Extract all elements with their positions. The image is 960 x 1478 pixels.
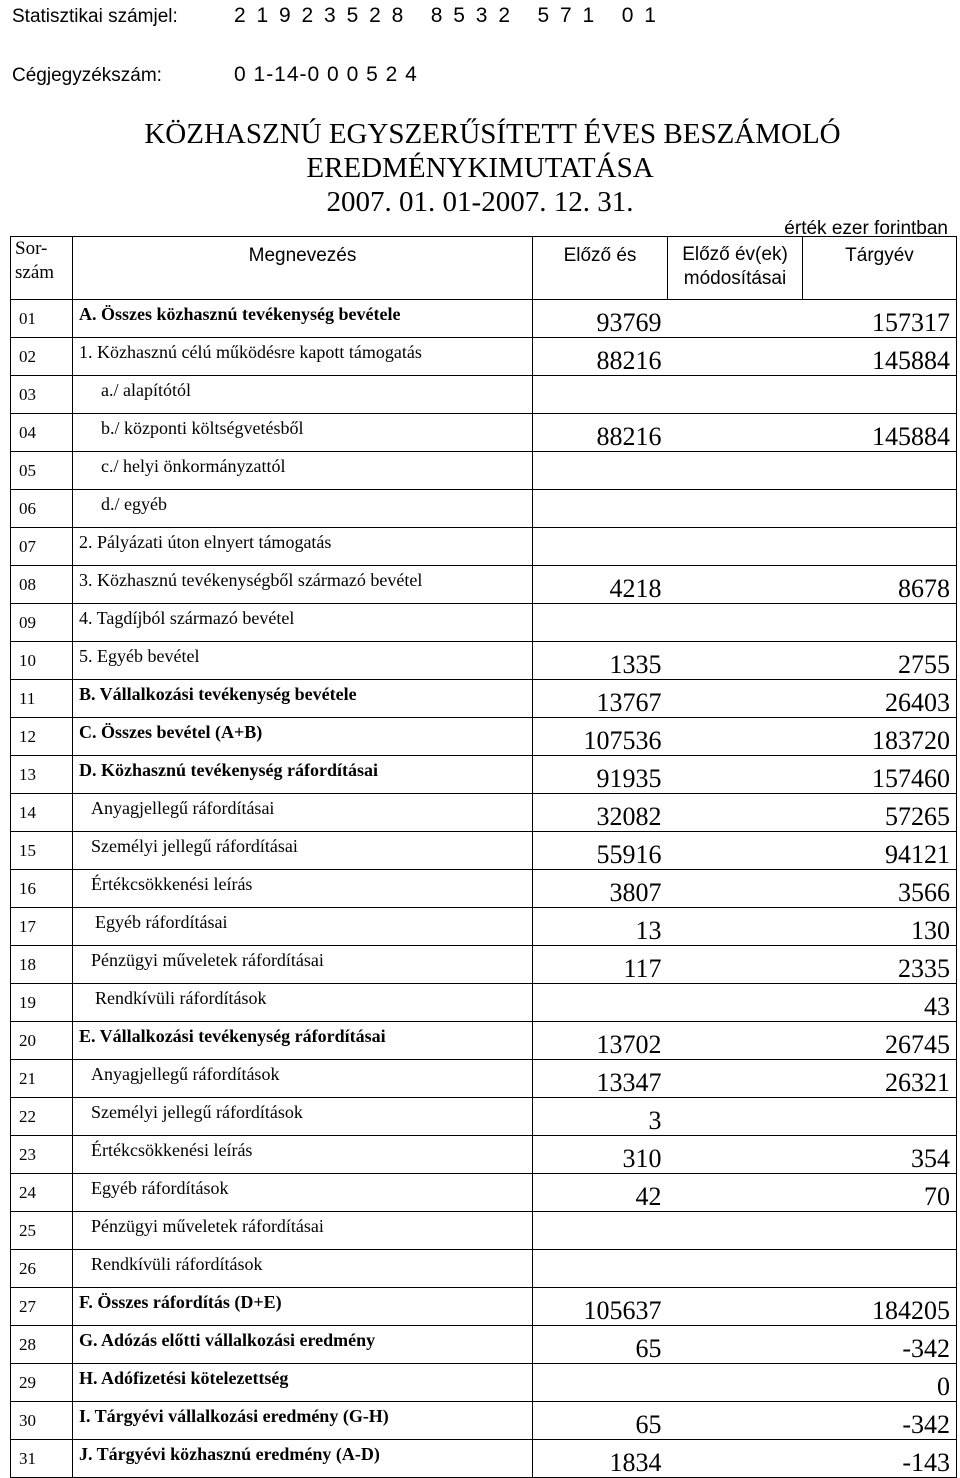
row-name: C. Összes bevétel (A+B) bbox=[73, 718, 533, 756]
current-year-value bbox=[803, 490, 957, 528]
row-name: Rendkívüli ráfordítások bbox=[73, 1250, 533, 1288]
current-year-value: 26745 bbox=[803, 1022, 957, 1060]
modification-value bbox=[668, 300, 803, 338]
previous-year-value: 117 bbox=[533, 946, 668, 984]
previous-year-value: 4218 bbox=[533, 566, 668, 604]
table-row bbox=[11, 908, 957, 946]
current-year-value: 8678 bbox=[803, 566, 957, 604]
row-number: 25 bbox=[11, 1212, 73, 1250]
row-name: Személyi jellegű ráfordítások bbox=[73, 1098, 533, 1136]
previous-year-value: 65 bbox=[533, 1326, 668, 1364]
row-number: 10 bbox=[11, 642, 73, 680]
modification-value bbox=[668, 642, 803, 680]
current-year-value bbox=[803, 452, 957, 490]
table-row bbox=[11, 1212, 957, 1250]
row-number: 26 bbox=[11, 1250, 73, 1288]
statistical-number-label: Statisztikai számjel: bbox=[12, 6, 178, 27]
current-year-value bbox=[803, 1098, 957, 1136]
row-name: 4. Tagdíjból származó bevétel bbox=[73, 604, 533, 642]
row-number: 18 bbox=[11, 946, 73, 984]
modification-value bbox=[668, 984, 803, 1022]
registry-number-label: Cégjegyzékszám: bbox=[12, 65, 162, 86]
row-name: Értékcsökkenési leírás bbox=[73, 1136, 533, 1174]
row-number: 20 bbox=[11, 1022, 73, 1060]
table-row bbox=[11, 1288, 957, 1326]
table-row bbox=[11, 566, 957, 604]
row-number: 31 bbox=[11, 1440, 73, 1478]
modification-value bbox=[668, 452, 803, 490]
previous-year-value bbox=[533, 452, 668, 490]
title-line-2: EREDMÉNYKIMUTATÁSA bbox=[306, 152, 654, 184]
modification-value bbox=[668, 1060, 803, 1098]
table-row bbox=[11, 1402, 957, 1440]
row-number: 21 bbox=[11, 1060, 73, 1098]
row-name: a./ alapítótól bbox=[73, 376, 533, 414]
statistical-number-line bbox=[12, 4, 658, 28]
table-row bbox=[11, 794, 957, 832]
table-row bbox=[11, 984, 957, 1022]
modifications-header-line-2: módosításai bbox=[683, 268, 787, 289]
row-name: Pénzügyi műveletek ráfordításai bbox=[73, 946, 533, 984]
modification-value bbox=[668, 338, 803, 376]
table-row bbox=[11, 1326, 957, 1364]
title-line-3: 2007. 01. 01-2007. 12. 31. bbox=[326, 186, 634, 218]
row-name: A. Összes közhasznú tevékenység bevétele bbox=[73, 300, 533, 338]
row-number: 05 bbox=[11, 452, 73, 490]
row-name: Személyi jellegű ráfordításai bbox=[73, 832, 533, 870]
table-row bbox=[11, 376, 957, 414]
row-number: 28 bbox=[11, 1326, 73, 1364]
column-header-name: Megnevezés bbox=[73, 237, 533, 300]
modification-value bbox=[668, 528, 803, 566]
previous-year-value: 91935 bbox=[533, 756, 668, 794]
table-row bbox=[11, 642, 957, 680]
current-year-value: 0 bbox=[803, 1364, 957, 1402]
report-title bbox=[0, 117, 960, 219]
row-number: 09 bbox=[11, 604, 73, 642]
current-year-value: 157317 bbox=[803, 300, 957, 338]
previous-year-value: 310 bbox=[533, 1136, 668, 1174]
previous-year-value bbox=[533, 376, 668, 414]
row-name: H. Adófizetési kötelezettség bbox=[73, 1364, 533, 1402]
table-row bbox=[11, 832, 957, 870]
statistical-number-value: 2 1 9 2 3 5 2 8 8 5 3 2 5 7 1 0 1 bbox=[234, 4, 659, 27]
row-name: 5. Egyéb bevétel bbox=[73, 642, 533, 680]
modification-value bbox=[668, 680, 803, 718]
current-year-value bbox=[803, 1212, 957, 1250]
table-row bbox=[11, 1174, 957, 1212]
row-number: 02 bbox=[11, 338, 73, 376]
previous-year-value bbox=[533, 1212, 668, 1250]
row-number: 17 bbox=[11, 908, 73, 946]
modification-value bbox=[668, 604, 803, 642]
row-number: 04 bbox=[11, 414, 73, 452]
table-row bbox=[11, 1022, 957, 1060]
table-row bbox=[11, 300, 957, 338]
current-year-value: -143 bbox=[803, 1440, 957, 1478]
table-row bbox=[11, 338, 957, 376]
previous-year-value bbox=[533, 984, 668, 1022]
modification-value bbox=[668, 1326, 803, 1364]
row-number: 15 bbox=[11, 832, 73, 870]
previous-year-value: 105637 bbox=[533, 1288, 668, 1326]
previous-year-value bbox=[533, 604, 668, 642]
current-year-value: 157460 bbox=[803, 756, 957, 794]
table-row bbox=[11, 756, 957, 794]
unit-note: érték ezer forintban bbox=[784, 218, 948, 239]
previous-year-value: 88216 bbox=[533, 338, 668, 376]
table-row bbox=[11, 718, 957, 756]
row-number: 16 bbox=[11, 870, 73, 908]
table-row bbox=[11, 946, 957, 984]
current-year-value: 354 bbox=[803, 1136, 957, 1174]
row-name: F. Összes ráfordítás (D+E) bbox=[73, 1288, 533, 1326]
table-row bbox=[11, 1060, 957, 1098]
modification-value bbox=[668, 1098, 803, 1136]
previous-year-value: 93769 bbox=[533, 300, 668, 338]
income-statement-table bbox=[10, 236, 957, 1478]
modification-value bbox=[668, 414, 803, 452]
current-year-value: 26321 bbox=[803, 1060, 957, 1098]
row-name: Rendkívüli ráfordítások bbox=[73, 984, 533, 1022]
modification-value bbox=[668, 1440, 803, 1478]
column-header-row-number bbox=[11, 237, 73, 300]
previous-year-value: 13347 bbox=[533, 1060, 668, 1098]
current-year-value: 94121 bbox=[803, 832, 957, 870]
current-year-value bbox=[803, 604, 957, 642]
row-number: 07 bbox=[11, 528, 73, 566]
modification-value bbox=[668, 1174, 803, 1212]
row-name: G. Adózás előtti vállalkozási eredmény bbox=[73, 1326, 533, 1364]
modification-value bbox=[668, 946, 803, 984]
table-row bbox=[11, 604, 957, 642]
row-number: 27 bbox=[11, 1288, 73, 1326]
current-year-value bbox=[803, 376, 957, 414]
previous-year-value: 65 bbox=[533, 1402, 668, 1440]
table-row bbox=[11, 680, 957, 718]
row-name: Egyéb ráfordítások bbox=[73, 1174, 533, 1212]
modifications-header-line-1: Előző év(ek) bbox=[682, 244, 788, 265]
previous-year-value: 32082 bbox=[533, 794, 668, 832]
modification-value bbox=[668, 908, 803, 946]
modification-value bbox=[668, 1402, 803, 1440]
current-year-value: -342 bbox=[803, 1326, 957, 1364]
row-number: 23 bbox=[11, 1136, 73, 1174]
current-year-value bbox=[803, 528, 957, 566]
previous-year-value: 42 bbox=[533, 1174, 668, 1212]
current-year-value: 26403 bbox=[803, 680, 957, 718]
row-number: 22 bbox=[11, 1098, 73, 1136]
row-number: 12 bbox=[11, 718, 73, 756]
table-row bbox=[11, 1250, 957, 1288]
modification-value bbox=[668, 794, 803, 832]
table-header-row bbox=[11, 237, 957, 300]
registry-number-value: 0 1-14-0 0 0 5 2 4 bbox=[234, 63, 418, 86]
current-year-value: 43 bbox=[803, 984, 957, 1022]
modification-value bbox=[668, 1136, 803, 1174]
title-line-1: KÖZHASZNÚ EGYSZERŰSÍTETT ÉVES BESZÁMOLÓ bbox=[144, 118, 841, 150]
table-row bbox=[11, 452, 957, 490]
current-year-value: 184205 bbox=[803, 1288, 957, 1326]
row-name: 3. Közhasznú tevékenységből származó bevétel bbox=[73, 566, 533, 604]
modification-value bbox=[668, 832, 803, 870]
current-year-value: 3566 bbox=[803, 870, 957, 908]
current-year-value: 2755 bbox=[803, 642, 957, 680]
modification-value bbox=[668, 490, 803, 528]
current-year-value: 130 bbox=[803, 908, 957, 946]
row-number-header-line-1: Sor- bbox=[15, 238, 48, 259]
modification-value bbox=[668, 1364, 803, 1402]
modification-value bbox=[668, 1212, 803, 1250]
table-row bbox=[11, 414, 957, 452]
previous-year-value: 1834 bbox=[533, 1440, 668, 1478]
modification-value bbox=[668, 718, 803, 756]
modification-value bbox=[668, 1022, 803, 1060]
previous-year-value: 13 bbox=[533, 908, 668, 946]
column-header-previous: Előző és bbox=[533, 237, 668, 300]
current-year-value: 183720 bbox=[803, 718, 957, 756]
previous-year-value: 3807 bbox=[533, 870, 668, 908]
current-year-value: -342 bbox=[803, 1402, 957, 1440]
modification-value bbox=[668, 376, 803, 414]
previous-year-value: 55916 bbox=[533, 832, 668, 870]
current-year-value: 145884 bbox=[803, 414, 957, 452]
row-name: Anyagjellegű ráfordítások bbox=[73, 1060, 533, 1098]
modification-value bbox=[668, 1250, 803, 1288]
row-name: J. Tárgyévi közhasznú eredmény (A-D) bbox=[73, 1440, 533, 1478]
row-number: 29 bbox=[11, 1364, 73, 1402]
table-row bbox=[11, 528, 957, 566]
previous-year-value bbox=[533, 1364, 668, 1402]
previous-year-value: 88216 bbox=[533, 414, 668, 452]
column-header-modifications bbox=[668, 237, 803, 300]
table-row bbox=[11, 1098, 957, 1136]
modification-value bbox=[668, 870, 803, 908]
table-row bbox=[11, 870, 957, 908]
current-year-value: 57265 bbox=[803, 794, 957, 832]
row-number-header-line-2: szám bbox=[15, 262, 55, 283]
row-name: Pénzügyi műveletek ráfordításai bbox=[73, 1212, 533, 1250]
current-year-value bbox=[803, 1250, 957, 1288]
row-number: 14 bbox=[11, 794, 73, 832]
row-number: 30 bbox=[11, 1402, 73, 1440]
table-row bbox=[11, 1364, 957, 1402]
row-number: 08 bbox=[11, 566, 73, 604]
modification-value bbox=[668, 756, 803, 794]
previous-year-value: 13767 bbox=[533, 680, 668, 718]
previous-year-value: 107536 bbox=[533, 718, 668, 756]
previous-year-value: 3 bbox=[533, 1098, 668, 1136]
registry-number-line bbox=[12, 63, 418, 87]
row-number: 24 bbox=[11, 1174, 73, 1212]
column-header-current-year: Tárgyév bbox=[803, 237, 957, 300]
row-number: 03 bbox=[11, 376, 73, 414]
row-number: 06 bbox=[11, 490, 73, 528]
row-name: 2. Pályázati úton elnyert támogatás bbox=[73, 528, 533, 566]
table-row bbox=[11, 1136, 957, 1174]
current-year-value: 2335 bbox=[803, 946, 957, 984]
row-name: D. Közhasznú tevékenység ráfordításai bbox=[73, 756, 533, 794]
row-name: Anyagjellegű ráfordításai bbox=[73, 794, 533, 832]
table-row bbox=[11, 1440, 957, 1478]
row-name: B. Vállalkozási tevékenység bevétele bbox=[73, 680, 533, 718]
previous-year-value: 1335 bbox=[533, 642, 668, 680]
current-year-value: 70 bbox=[803, 1174, 957, 1212]
row-name: E. Vállalkozási tevékenység ráfordításai bbox=[73, 1022, 533, 1060]
row-name: 1. Közhasznú célú működésre kapott támogatás bbox=[73, 338, 533, 376]
row-name: d./ egyéb bbox=[73, 490, 533, 528]
row-name: c./ helyi önkormányzattól bbox=[73, 452, 533, 490]
row-number: 11 bbox=[11, 680, 73, 718]
current-year-value: 145884 bbox=[803, 338, 957, 376]
table-row bbox=[11, 490, 957, 528]
previous-year-value bbox=[533, 490, 668, 528]
previous-year-value bbox=[533, 1250, 668, 1288]
row-name: Értékcsökkenési leírás bbox=[73, 870, 533, 908]
row-number: 13 bbox=[11, 756, 73, 794]
row-name: Egyéb ráfordításai bbox=[73, 908, 533, 946]
previous-year-value: 13702 bbox=[533, 1022, 668, 1060]
row-name: b./ központi költségvetésből bbox=[73, 414, 533, 452]
previous-year-value bbox=[533, 528, 668, 566]
modification-value bbox=[668, 566, 803, 604]
row-number: 19 bbox=[11, 984, 73, 1022]
row-number: 01 bbox=[11, 300, 73, 338]
modification-value bbox=[668, 1288, 803, 1326]
row-name: I. Tárgyévi vállalkozási eredmény (G-H) bbox=[73, 1402, 533, 1440]
